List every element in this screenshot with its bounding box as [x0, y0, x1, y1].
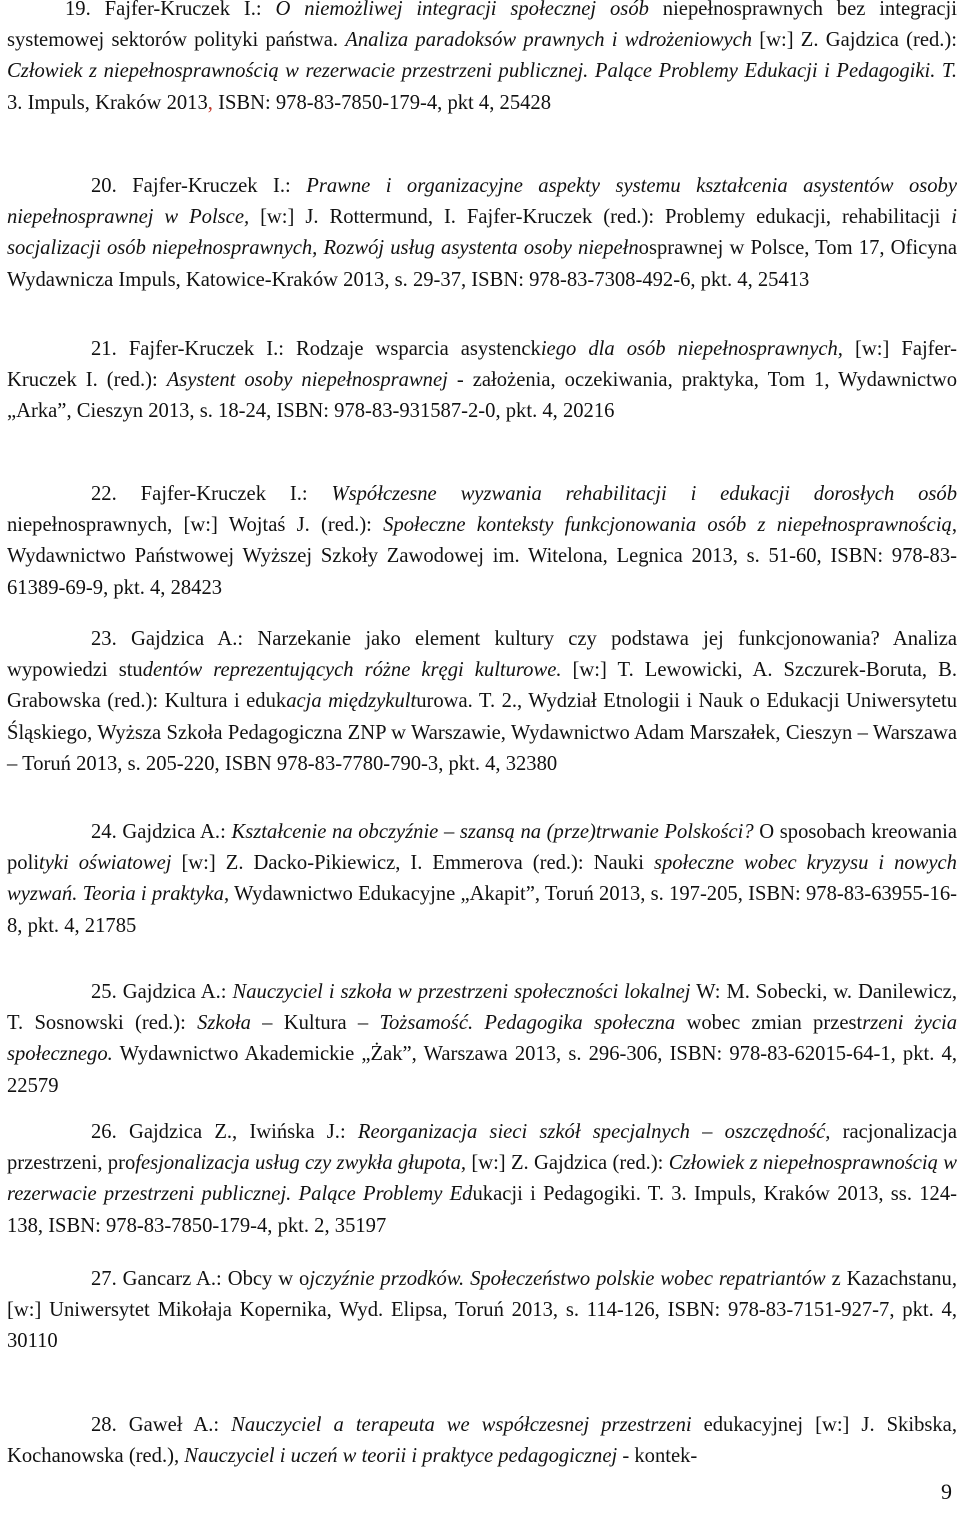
entry-title-italic: Prawne i organizacyjne aspekty systemu kształcenia asystentów osoby niepełnosprawnej w Polsce, — [7, 175, 957, 229]
entry-title-italic: Człowiek z niepełnosprawnością w rezerwacie przestrzeni publicznej. Palące Problemy Ed — [7, 1152, 958, 1206]
entry-text: [w:] Z. Gajdzica (red.): — [752, 29, 957, 52]
entry-authors: Fajfer-Kruczek I.: — [128, 338, 284, 360]
entry-number: 21. — [91, 338, 117, 360]
bibliography-entry-20 — [7, 171, 957, 296]
entry-title-italic: Nauczyciel i szkoła w przestrzeni społeczności lokalnej — [232, 981, 691, 1003]
bibliography-entry-24 — [7, 817, 957, 942]
entry-authors: Gajdzica Z., Iwińska J.: — [128, 1121, 346, 1143]
entry-text: niepełnosprawnych, [w:] Wojtaś J. (red.): — [7, 514, 384, 537]
entry-title-italic: społeczne wobec kryzysu i nowych wyzwań. Teoria i praktyka — [7, 852, 957, 906]
entry-authors: Fajfer-Kruczek I.: — [140, 483, 308, 505]
entry-authors: Gajdzica A.: — [122, 981, 227, 1003]
entry-text: [w:] T. Lewowicki, A. Szczurek-Boruta, B. Grabowska (red.): Kultura i eduk — [7, 659, 957, 713]
entry-text — [262, 0, 276, 20]
entry-number: 27. — [91, 1268, 117, 1290]
entry-title-italic: acja międzykult — [286, 690, 417, 713]
entry-text: osprawnej w Polsce, Tom 17, Oficyna Wydawnicza Impuls, Katowice-Kraków 2013, s. 29-37, ISBN: 978-83-7308-492-6, pkt. 4, 25413 — [7, 237, 957, 291]
entry-text: – Kultura – — [250, 1012, 380, 1035]
entry-title-italic: Współczesne wyzwania rehabilitacji i edukacji dorosłych osób — [331, 483, 958, 505]
entry-title-italic: Tożsamość. Pedagogika społeczna — [379, 1012, 676, 1035]
entry-title-italic: Społeczne konteksty funkcjonowania osób z niepełnosprawnością — [383, 514, 952, 537]
entry-text: Obcy w o — [221, 1268, 310, 1290]
entry-number: 19. — [65, 0, 91, 20]
entry-authors: Gajdzica A.: — [131, 628, 244, 650]
entry-text — [291, 175, 306, 197]
entry-text: , — [207, 91, 213, 114]
entry-text: 3. Impuls, Kraków 2013 — [7, 91, 208, 114]
entry-title-italic: tyki oświatowej — [39, 852, 172, 875]
entry-text: - kontek- — [617, 1445, 698, 1468]
bibliography-entry-23 — [7, 624, 957, 780]
entry-number: 23. — [91, 628, 117, 650]
entry-text — [308, 483, 332, 505]
entry-number: 22. — [91, 483, 117, 505]
entry-number: 25. — [91, 981, 117, 1003]
entry-authors: Gancarz A.: — [122, 1268, 222, 1290]
entry-title-italic: dentów reprezentujących różne kręgi kulturowe. — [142, 659, 562, 682]
bibliography-entry-26 — [7, 1117, 957, 1242]
entry-title-italic: i socjalizacji osób niepełnosprawnych, Rozwój usług asystenta osoby niepełn — [7, 206, 957, 260]
entry-title-italic: fesjonalizacja usług czy zwykła głupota, — [135, 1152, 467, 1175]
entry-title-italic: Kształcenie na obczyźnie – szansą na (prze)trwanie Polskości? — [231, 821, 754, 843]
entry-text: urowa. T. 2., Wydział Etnologii i Nauk o Edukacji Uniwersytetu Śląskiego, Wyższa Szkoła Pedagogiczna ZNP w Warszawie, Wydawnictwo Adam Marszałek, Cieszyn – Warszawa – Toruń 2013, s. 205-220, ISBN 978-83-7780-790-3, pkt. 4, 32380 — [7, 690, 957, 775]
entry-text: racjonalizacja przestrzeni, pro — [7, 1121, 957, 1175]
page-number: 9 — [941, 1479, 952, 1504]
entry-authors: Gajdzica A.: — [122, 821, 226, 843]
entry-text: - założenia, oczekiwania, praktyka, Tom 1, Wydawnictwo „Arka”, Cieszyn 2013, s. 18-24, ISBN: 978-83-931587-2-0, pkt. 4, 20216 — [7, 369, 958, 423]
entry-authors: Fajfer-Kruczek I.: — [132, 175, 291, 197]
entry-title-italic: Nauczyciel i uczeń w teorii i praktyce pedagogicznej — [184, 1445, 618, 1468]
entry-title-italic: jczyźnie przodków. Społeczeństwo polskie wobec repatriantów — [309, 1268, 826, 1290]
entry-title-italic: Analiza paradoksów prawnych i wdrożeniowych — [345, 29, 753, 52]
entry-title-italic: rzeni życia społecznego. — [7, 1012, 957, 1066]
bibliography-entry-25 — [7, 977, 957, 1102]
entry-text: ISBN: 978-83-7850-179-4, pkt 4, 25428 — [212, 91, 552, 114]
entry-authors: Gaweł A.: — [128, 1414, 220, 1436]
entry-text: z Kazachstanu, [w:] Uniwersytet Mikołaja Kopernika, Wyd. Elipsa, Toruń 2013, s. 114-126, ISBN: 978-83-7151-927-7, pkt. 4, 30110 — [7, 1268, 957, 1353]
entry-text — [346, 1121, 358, 1143]
entry-text: Wydawnictwo Akademickie „Żak”, Warszawa 2013, s. 296-306, ISBN: 978-83-62015-64-1, pkt. 4, 22579 — [7, 1043, 957, 1097]
entry-title-italic: Nauczyciel a terapeuta we współczesnej przestrzeni — [231, 1414, 692, 1436]
entry-text: ukacji i Pedagogiki. T. 3. Impuls, Kraków 2013, ss. 124-138, ISBN: 978-83-7850-179-4, pkt. 2, 35197 — [7, 1183, 957, 1237]
bibliography-entry-27 — [7, 1264, 957, 1358]
entry-text: Rodzaje wsparcia asystenck — [283, 338, 541, 360]
entry-text: wobec zmian przest — [675, 1012, 863, 1035]
entry-text: W: M. Sobecki, w. Danilewicz, T. Sosnowski (red.): — [7, 981, 957, 1035]
entry-text: [w:] Fajfer-Kruczek I. (red.): — [7, 338, 957, 392]
entry-number: 26. — [91, 1121, 117, 1143]
bibliography-entry-21 — [7, 334, 957, 428]
entry-text: Narzekanie jako element kultury czy podstawa jej funkcjonowania? Analiza wypowiedzi stu — [7, 628, 957, 682]
entry-title-italic: O niemożliwej integracji społecznej osób — [275, 0, 649, 20]
bibliography-entry-22 — [7, 479, 957, 604]
entry-title-italic: Szkoła — [197, 1012, 251, 1035]
entry-text: [w:] Z. Gajdzica (red.): — [466, 1152, 669, 1175]
entry-text — [219, 1414, 231, 1436]
entry-text: edukacyjnej [w:] J. Skibska, Kochanowska (red.), — [7, 1414, 957, 1468]
entry-number: 24. — [91, 821, 117, 843]
bibliography-entry-28 — [7, 1410, 957, 1472]
bibliography-entry-19 — [7, 0, 957, 119]
entry-title-italic: Asystent osoby niepełnosprawnej — [166, 369, 448, 392]
entry-title-italic: Człowiek z niepełnosprawnością w rezerwacie przestrzeni publicznej. Palące Problemy Edukacji i Pedagogiki. T. — [7, 60, 957, 83]
entry-text: [w:] Z. Dacko-Pikiewicz, I. Emmerova (red.): Nauki — [171, 852, 654, 875]
entry-text: O sposobach kreowania poli — [7, 821, 957, 875]
entry-number: 20. — [91, 175, 117, 197]
entry-title-italic: iego dla osób niepełnosprawnych, — [540, 338, 843, 360]
entry-authors: Fajfer-Kruczek I.: — [104, 0, 262, 20]
entry-text: [w:] J. Rottermund, I. Fajfer-Kruczek (red.): Problemy edukacji, rehabilitacji — [249, 206, 952, 229]
entry-number: 28. — [91, 1414, 117, 1436]
entry-text: , Wydawnictwo Edukacyjne „Akapit”, Toruń 2013, s. 197-205, ISBN: 978-83-63955-16-8, pkt. 4, 21785 — [7, 883, 957, 937]
entry-title-italic: Reorganizacja sieci szkół specjalnych – oszczędność, — [357, 1121, 831, 1143]
entry-text: , Wydawnictwo Państwowej Wyższej Szkoły Zawodowej im. Witelona, Legnica 2013, s. 51-60, ISBN: 978-83-61389-69-9, pkt. 4, 28423 — [7, 514, 957, 599]
entry-text: niepełnosprawnych bez integracji systemowej sektorów polityki państwa. — [7, 0, 957, 52]
